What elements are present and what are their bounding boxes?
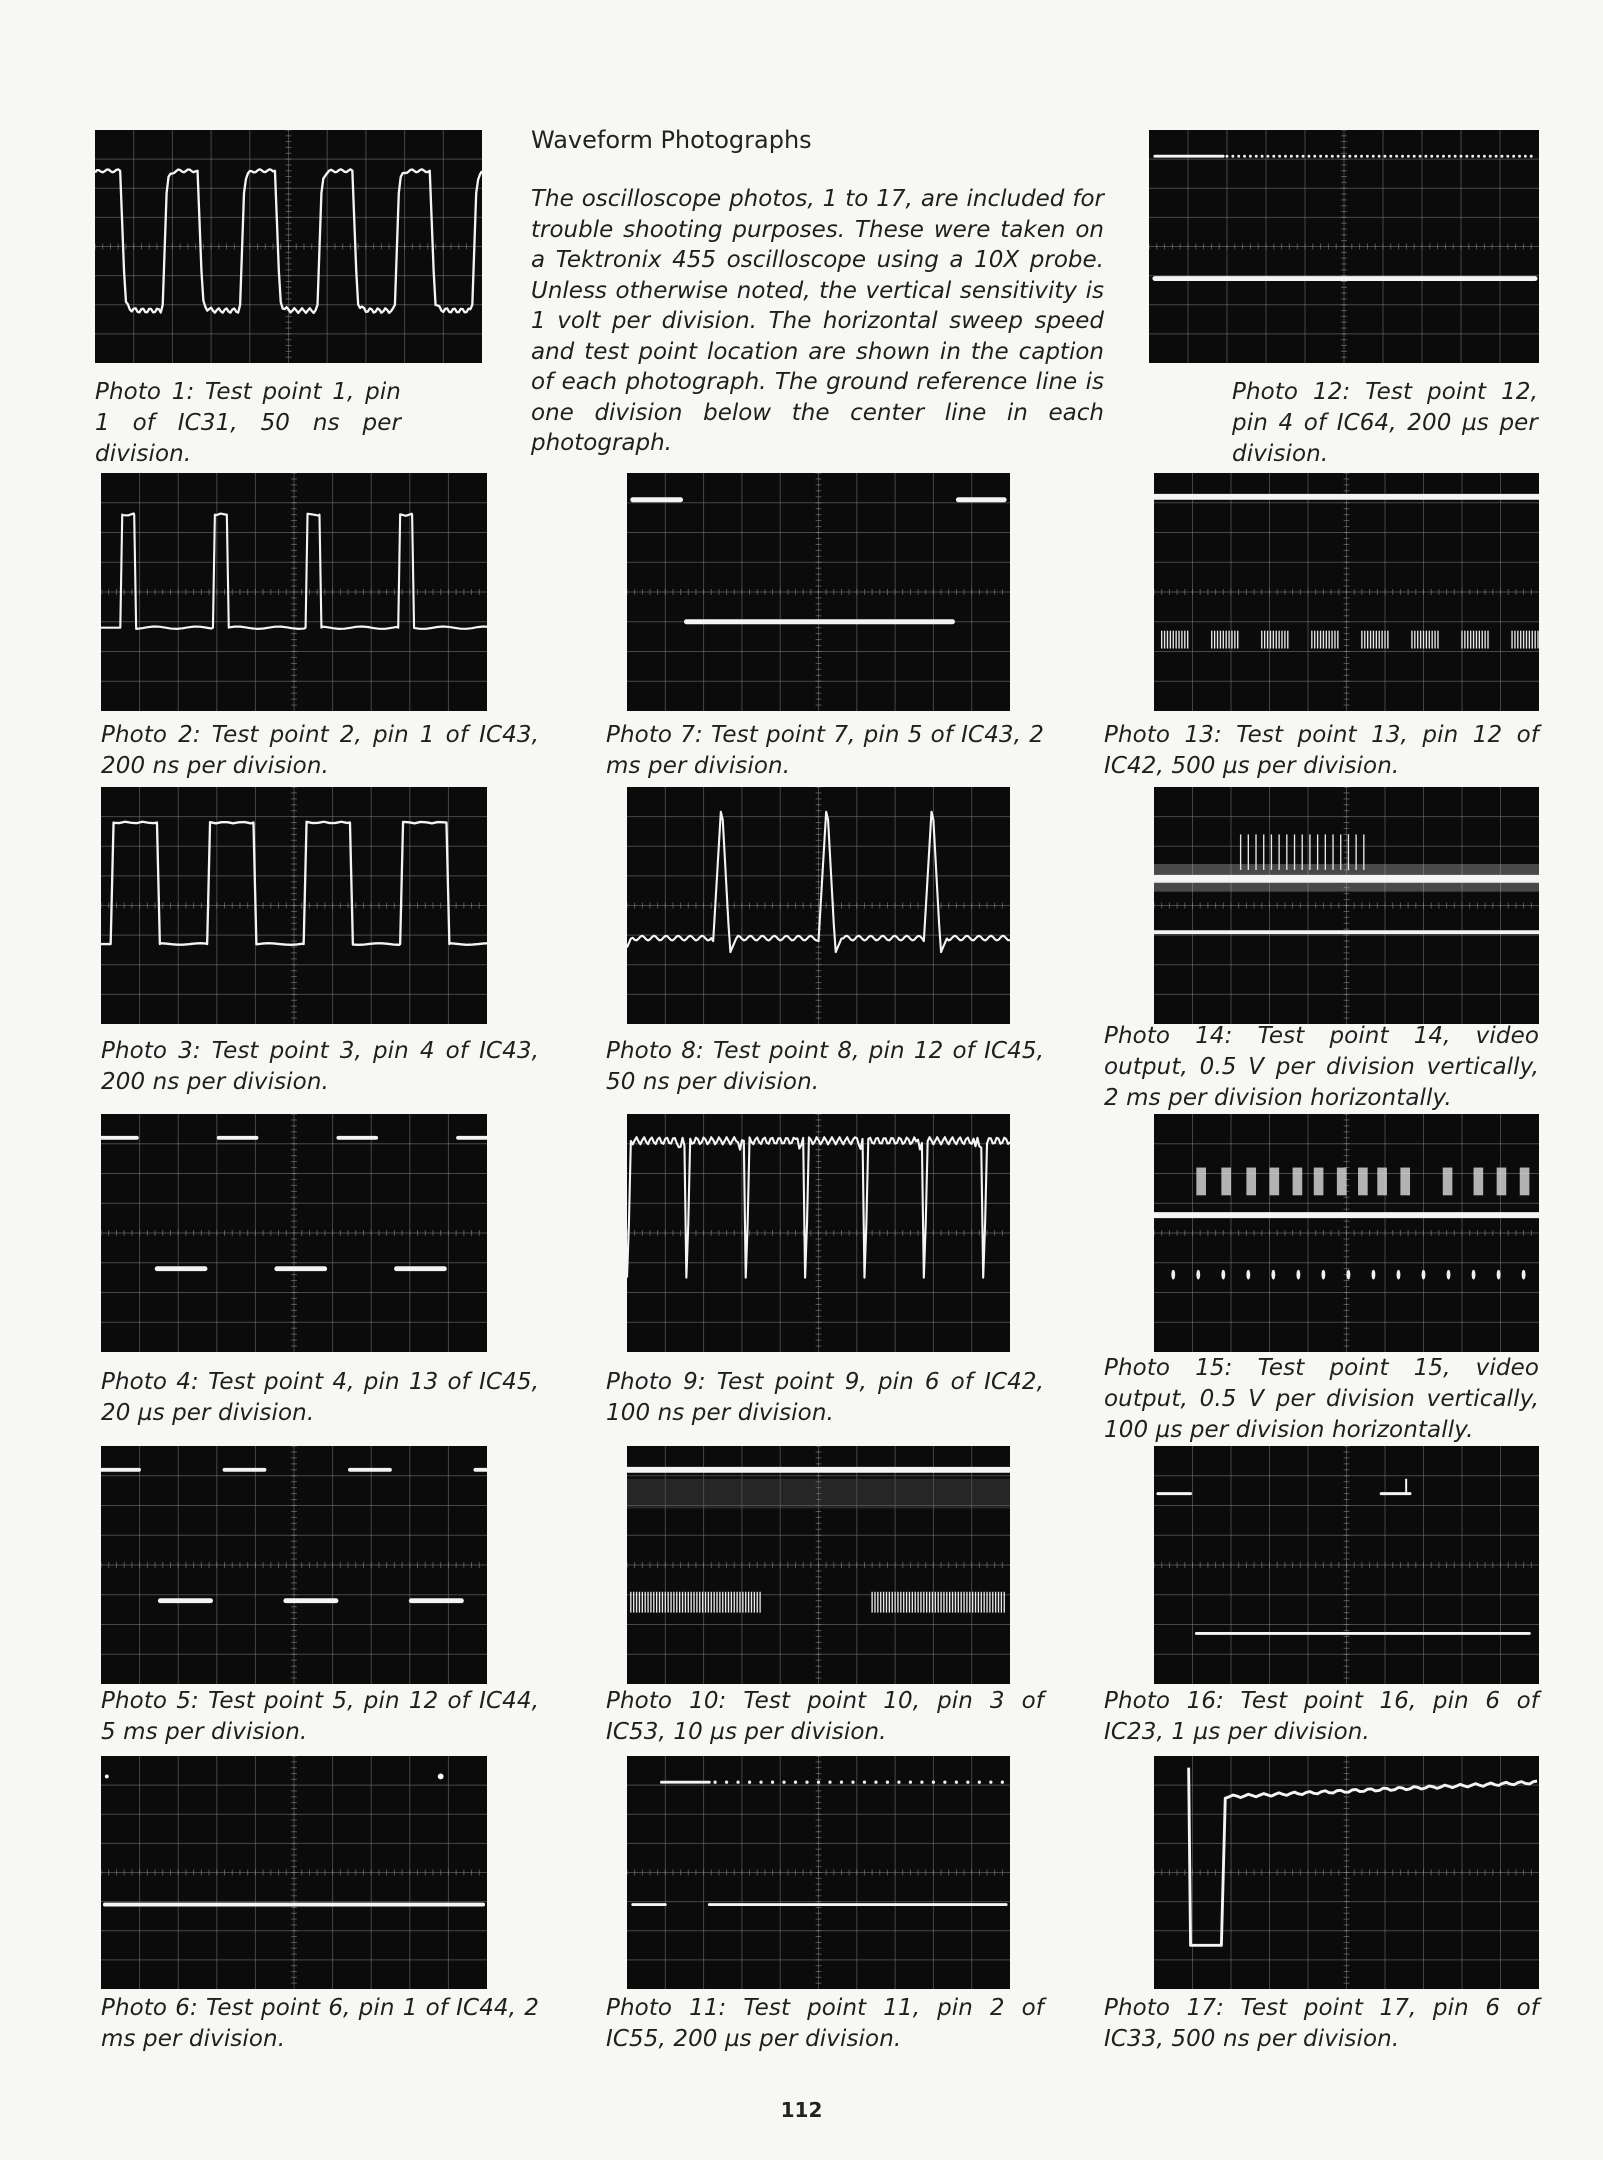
trace-dot: [805, 1781, 808, 1784]
photo-14: [1154, 787, 1539, 1024]
oscilloscope-screen: [1149, 130, 1539, 363]
trace-dot: [1337, 155, 1340, 158]
trace-dot: [759, 1781, 762, 1784]
trace-dot: [1401, 155, 1404, 158]
video-block: [1293, 1168, 1303, 1196]
photo-5: [101, 1446, 487, 1684]
trace-dot: [1354, 155, 1357, 158]
graticule: [101, 1446, 487, 1684]
trace-dot: [1413, 155, 1416, 158]
photo-10-caption: Photo 10: Test point 10, pin 3 of IC53, 10 µs per division.: [606, 1688, 1044, 1745]
trace-dot: [1372, 155, 1375, 158]
photo-6: [101, 1756, 487, 1989]
video-block: [1520, 1168, 1530, 1196]
photo-4-caption: Photo 4: Test point 4, pin 13 of IC45, 20 µs per division.: [101, 1369, 539, 1426]
photo-13: [1154, 473, 1539, 711]
trace-dot: [1383, 155, 1386, 158]
trace-dot: [955, 1781, 958, 1784]
graticule: [1149, 130, 1539, 363]
sync-pulse: [1397, 1270, 1401, 1280]
trace-dot: [1243, 155, 1246, 158]
trace-dot: [1436, 155, 1439, 158]
sync-pulse: [1372, 1270, 1376, 1280]
photo-11: [627, 1756, 1010, 1989]
trace-dot: [1302, 155, 1305, 158]
trace-dot: [1255, 155, 1258, 158]
video-block: [1377, 1168, 1387, 1196]
photo-12: [1149, 130, 1539, 363]
trace-dot: [1261, 155, 1264, 158]
photo-9: [627, 1114, 1010, 1352]
trace-dot: [1231, 155, 1234, 158]
trace-dot: [1530, 155, 1533, 158]
photo-3-caption: Photo 3: Test point 3, pin 4 of IC43, 200 ns per division.: [101, 1038, 539, 1095]
intro-paragraph: The oscilloscope photos, 1 to 17, are included for trouble shooting purposes. These were taken on a Tektronix 455 oscilloscope using a 10X probe. Unless otherwise noted, the vertical sensitivity is 1 volt per division. The horizontal sweep speed and test point location are shown in the caption of each photograph. The ground reference line is one division below the center line in each photograph.: [531, 186, 1104, 456]
oscilloscope-screen: [95, 130, 482, 363]
trace-dot: [1237, 155, 1240, 158]
video-block: [1337, 1168, 1347, 1196]
photo-16: [1154, 1446, 1539, 1684]
trace-dot: [1506, 155, 1509, 158]
trace-dot: [1001, 1781, 1004, 1784]
photo-7-caption: Photo 7: Test point 7, pin 5 of IC43, 2 ms per division.: [606, 722, 1044, 779]
oscilloscope-screen: [627, 1114, 1010, 1352]
trace-dot: [1348, 155, 1351, 158]
trace-dot: [1307, 155, 1310, 158]
trace-dot: [863, 1781, 866, 1784]
sync-pulse: [1447, 1270, 1451, 1280]
graticule: [627, 787, 1010, 1024]
oscilloscope-screen: [101, 1756, 487, 1989]
oscilloscope-screen: [1154, 1756, 1539, 1989]
trace-dot: [1226, 155, 1229, 158]
trace-dot: [1290, 155, 1293, 158]
oscilloscope-screen: [101, 787, 487, 1024]
photo-6-caption: Photo 6: Test point 6, pin 1 of IC44, 2 ms per division.: [101, 1995, 539, 2052]
oscilloscope-screen: [101, 1446, 487, 1684]
photo-15: [1154, 1114, 1539, 1352]
sync-pulse: [1246, 1270, 1250, 1280]
trace-dot: [1278, 155, 1281, 158]
trace-dot: [1424, 155, 1427, 158]
trace-dot: [966, 1781, 969, 1784]
video-block: [1400, 1168, 1410, 1196]
graticule: [101, 473, 487, 711]
video-block: [1497, 1168, 1507, 1196]
trace-dot: [1343, 155, 1346, 158]
video-block: [1358, 1168, 1368, 1196]
oscilloscope-screen: [1154, 473, 1539, 711]
trace-dot: [874, 1781, 877, 1784]
graticule: [101, 1756, 487, 1989]
video-block: [1474, 1168, 1484, 1196]
oscilloscope-screen: [101, 1114, 487, 1352]
trace-dot: [1477, 155, 1480, 158]
trace-dot: [1272, 155, 1275, 158]
video-block: [1270, 1168, 1280, 1196]
graticule: [1154, 473, 1539, 711]
sync-pulse: [1497, 1270, 1501, 1280]
trace-dot: [840, 1781, 843, 1784]
trace-dot: [1500, 155, 1503, 158]
trace-dot: [1319, 155, 1322, 158]
trace-dot: [1448, 155, 1451, 158]
photo-12-caption: Photo 12: Test point 12, pin 4 of IC64, 200 µs per division.: [1232, 379, 1538, 467]
oscilloscope-screen: [1154, 1446, 1539, 1684]
photo-3: [101, 787, 487, 1024]
photo-8-caption: Photo 8: Test point 8, pin 12 of IC45, 50 ns per division.: [606, 1038, 1044, 1095]
trace-dot: [1389, 155, 1392, 158]
trace-dot: [978, 1781, 981, 1784]
graticule: [1154, 787, 1539, 1024]
trace-dot: [1366, 155, 1369, 158]
trace-dot: [828, 1781, 831, 1784]
trace-dot: [1407, 155, 1410, 158]
sync-pulse: [1196, 1270, 1200, 1280]
photo-1-caption: Photo 1: Test point 1, pin 1 of IC31, 50 ns per division.: [95, 379, 401, 467]
oscilloscope-screen: [627, 1756, 1010, 1989]
photo-13-caption: Photo 13: Test point 13, pin 12 of IC42, 500 µs per division.: [1104, 722, 1539, 779]
graticule: [627, 473, 1010, 711]
trace-dot: [943, 1781, 946, 1784]
photo-16-caption: Photo 16: Test point 16, pin 6 of IC23, 1 µs per division.: [1104, 1688, 1539, 1745]
graticule: [95, 130, 482, 363]
photo-11-caption: Photo 11: Test point 11, pin 2 of IC55, 200 µs per division.: [606, 1995, 1044, 2052]
trace-dot: [713, 1781, 716, 1784]
photo-8: [627, 787, 1010, 1024]
trace-dot: [1495, 155, 1498, 158]
sync-pulse: [1522, 1270, 1526, 1280]
photo-17: [1154, 1756, 1539, 1989]
oscilloscope-screen: [1154, 1114, 1539, 1352]
video-block: [1443, 1168, 1453, 1196]
video-block: [1221, 1168, 1231, 1196]
trace-dot: [1249, 155, 1252, 158]
trace-dot: [1360, 155, 1363, 158]
trace-dot: [438, 1773, 444, 1779]
trace-dot: [886, 1781, 889, 1784]
trace-dot: [1442, 155, 1445, 158]
trace-dot: [748, 1781, 751, 1784]
trace-dot: [1518, 155, 1521, 158]
photo-2: [101, 473, 487, 711]
trace-dot: [1512, 155, 1515, 158]
video-block: [1246, 1168, 1256, 1196]
oscilloscope-screen: [1154, 787, 1539, 1024]
video-block: [1314, 1168, 1324, 1196]
photo-14-caption: Photo 14: Test point 14, video output, 0.5 V per division vertically, 2 ms per division horizontally.: [1104, 1023, 1539, 1111]
trace-dot: [851, 1781, 854, 1784]
sync-pulse: [1422, 1270, 1426, 1280]
oscilloscope-screen: [627, 787, 1010, 1024]
trace-dot: [1313, 155, 1316, 158]
photo-7: [627, 473, 1010, 711]
trace-dot: [1465, 155, 1468, 158]
photo-10: [627, 1446, 1010, 1684]
sync-pulse: [1271, 1270, 1275, 1280]
trace-dot: [1524, 155, 1527, 158]
trace-dot: [1284, 155, 1287, 158]
trace-dot: [817, 1781, 820, 1784]
photo-4: [101, 1114, 487, 1352]
photo-2-caption: Photo 2: Test point 2, pin 1 of IC43, 200 ns per division.: [101, 722, 539, 779]
trace-dot: [909, 1781, 912, 1784]
sync-pulse: [1296, 1270, 1300, 1280]
trace-dot: [932, 1781, 935, 1784]
trace-dot: [1483, 155, 1486, 158]
trace-dot: [1419, 155, 1422, 158]
trace-dot: [105, 1774, 109, 1778]
sync-pulse: [1347, 1270, 1351, 1280]
trace-dot: [736, 1781, 739, 1784]
trace-dot: [1395, 155, 1398, 158]
trace-dot: [1325, 155, 1328, 158]
sync-pulse: [1321, 1270, 1325, 1280]
trace-dot: [1296, 155, 1299, 158]
sync-pulse: [1472, 1270, 1476, 1280]
trace-dot: [897, 1781, 900, 1784]
oscilloscope-screen: [627, 473, 1010, 711]
graticule: [1154, 1446, 1539, 1684]
page-number: 112: [780, 2098, 823, 2122]
trace-dot: [794, 1781, 797, 1784]
glow-band: [627, 1479, 1010, 1509]
photo-1: [95, 130, 482, 363]
photo-15-caption: Photo 15: Test point 15, video output, 0.5 V per division vertically, 100 µs per division horizontally.: [1104, 1355, 1539, 1443]
oscilloscope-screen: [101, 473, 487, 711]
oscilloscope-screen: [627, 1446, 1010, 1684]
trace-dot: [1266, 155, 1269, 158]
trace-dot: [1471, 155, 1474, 158]
photo-5-caption: Photo 5: Test point 5, pin 12 of IC44, 5 ms per division.: [101, 1688, 539, 1745]
trace-dot: [989, 1781, 992, 1784]
graticule: [1154, 1114, 1539, 1352]
sync-pulse: [1171, 1270, 1175, 1280]
trace-dot: [725, 1781, 728, 1784]
trace-dot: [1454, 155, 1457, 158]
trace-dot: [771, 1781, 774, 1784]
trace-dot: [1460, 155, 1463, 158]
trace-dot: [1378, 155, 1381, 158]
photo-9-caption: Photo 9: Test point 9, pin 6 of IC42, 100 ns per division.: [606, 1369, 1044, 1426]
trace-dot: [1430, 155, 1433, 158]
trace-dot: [1331, 155, 1334, 158]
graticule: [627, 1756, 1010, 1989]
trace-dot: [920, 1781, 923, 1784]
sync-pulse: [1221, 1270, 1225, 1280]
trace-dot: [782, 1781, 785, 1784]
graticule: [101, 1114, 487, 1352]
video-block: [1196, 1168, 1206, 1196]
waveform-trace: [1189, 1768, 1537, 1946]
trace-dot: [1489, 155, 1492, 158]
section-heading: Waveform Photographs: [531, 126, 812, 154]
photo-17-caption: Photo 17: Test point 17, pin 6 of IC33, 500 ns per division.: [1104, 1995, 1539, 2052]
